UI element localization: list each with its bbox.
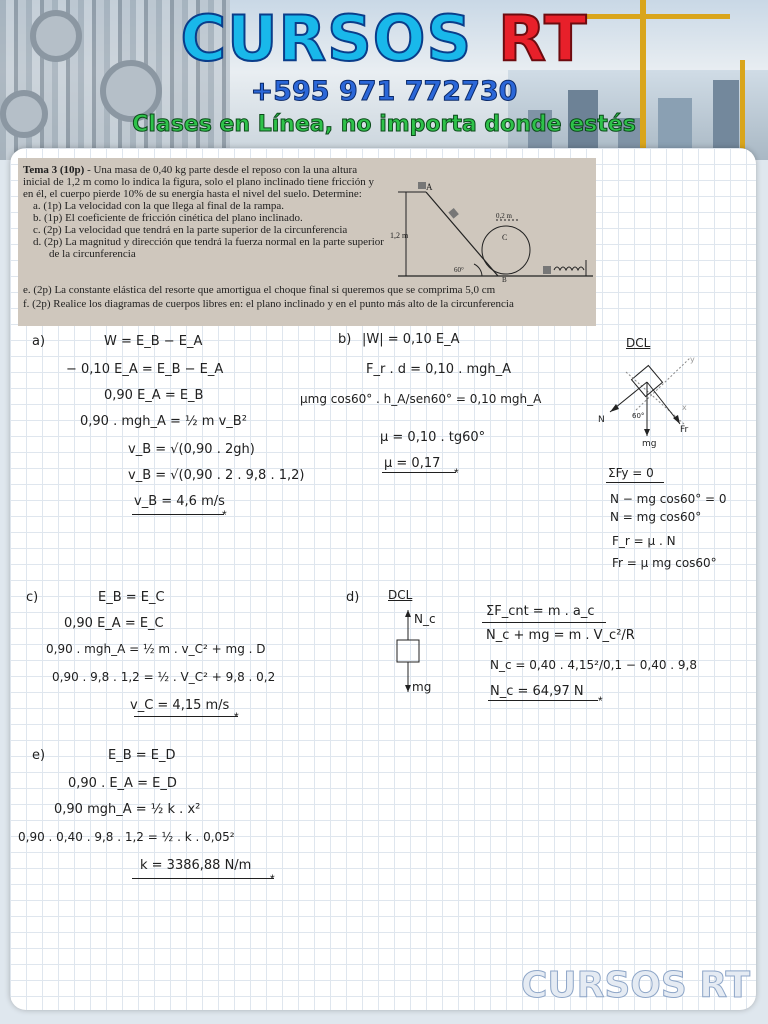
result-mark: * <box>270 872 275 886</box>
dcl-label-mg: mg <box>642 439 657 449</box>
watermark-logo: CURSOS RT <box>520 965 750 1006</box>
exercise-item-c: c. (2p) La velocidad que tendrá en la parte superior de la circunferencia <box>33 224 348 236</box>
part-b-line: μ = 0,10 . tg60° <box>380 430 486 445</box>
dcl-line: F_r = μ . N <box>612 534 676 548</box>
part-e-line: 0,90 mgh_A = ½ k . x² <box>54 802 201 817</box>
result-underline <box>134 716 238 717</box>
exercise-item-d: d. (2p) La magnitud y dirección que tendrá la fuerza normal en la parte superior de la circunferencia <box>33 236 384 260</box>
fig-label-c: C <box>502 233 508 242</box>
part-c-result: v_C = 4,15 m/s <box>130 698 230 713</box>
fig-label-height: 1,2 m <box>390 231 409 240</box>
result-underline <box>132 878 274 879</box>
part-a-label: a) <box>32 334 46 349</box>
part-a-line: v_B = √(0,90 . 2 . 9,8 . 1,2) <box>128 468 305 483</box>
brand-logo <box>0 2 768 75</box>
result-mark: * <box>222 508 227 522</box>
part-e-line: 0,90 . E_A = E_D <box>68 776 177 791</box>
part-b-line: μmg cos60° . h_A/sen60° = 0,10 mgh_A <box>300 392 542 406</box>
dcl-label-nc: N_c <box>414 612 436 626</box>
result-underline <box>132 514 224 515</box>
part-b-result: μ = 0,17 <box>384 456 441 471</box>
part-a-line: v_B = √(0,90 . 2gh) <box>128 442 255 457</box>
exercise-item-e: e. (2p) La constante elástica del resorte que amortigua el choque final si queremos que se comprima 5,0 cm <box>23 284 496 296</box>
slogan: Clases en Línea, no importa donde estés <box>132 112 636 137</box>
header-banner <box>0 0 768 160</box>
part-d-line: N_c + mg = m . V_c²/R <box>486 628 635 643</box>
exercise-statement <box>23 164 385 260</box>
result-mark: * <box>234 710 239 724</box>
part-c-line: 0,90 . 9,8 . 1,2 = ½ . V_C² + 9,8 . 0,2 <box>52 670 276 684</box>
result-underline <box>488 700 598 701</box>
dcl-line: N − mg cos60° = 0 <box>610 492 727 506</box>
free-body-diagram-incline <box>596 352 716 452</box>
part-c-line: 0,90 E_A = E_C <box>64 616 164 631</box>
part-b-line: |W| = 0,10 E_A <box>362 332 460 347</box>
dcl-label-n: N <box>598 415 605 425</box>
dcl-title: DCL <box>626 336 651 350</box>
part-d-line: ΣF_cnt = m . a_c <box>486 604 595 619</box>
exercise-intro: Tema 3 (10p) - Una masa de 0,40 kg parte desde el reposo con la una altura inicial de 1,2 m como lo indica la figura, solo el plano inclinado tiene fricción y en él, el cuerpo pierde 10% de su energía hasta el nivel del suelo. Determine: <box>23 164 374 200</box>
exercise-figure <box>388 178 593 282</box>
exercise-photo <box>18 158 596 326</box>
part-e-line: E_B = E_D <box>108 748 176 763</box>
part-c-line: E_B = E_C <box>98 590 165 605</box>
part-d-result: N_c = 64,97 N <box>490 684 584 699</box>
part-c-line: 0,90 . mgh_A = ½ m . v_C² + mg . D <box>46 642 266 656</box>
dcl-label-fr: Fr <box>680 425 689 435</box>
dcl-label-mg: mg <box>412 680 432 694</box>
part-e-label: e) <box>32 748 46 763</box>
fig-label-b: B <box>502 276 507 282</box>
part-a-line: − 0,10 E_A = E_B − E_A <box>66 362 224 377</box>
dcl-axis-y: y <box>690 355 695 364</box>
part-d-label: d) <box>346 590 360 605</box>
exercise-item-b: b. (1p) El coeficiente de fricción cinética del plano inclinado. <box>33 212 303 224</box>
fig-label-diameter: 0,2 m <box>496 212 512 220</box>
fig-label-angle: 60° <box>454 266 464 274</box>
brand-left-text: CURSOS <box>180 2 473 75</box>
brand-right-text: RT <box>498 2 588 75</box>
exercise-item-f: f. (2p) Realice los diagramas de cuerpos libres en: el plano inclinado y en el punto más alto de la circunferencia <box>23 298 514 310</box>
exercise-title: Tema 3 (10p) <box>23 164 85 176</box>
part-b-label: b) <box>338 332 352 347</box>
dcl-axis-x: x <box>682 403 687 412</box>
dcl-line: Fr = μ mg cos60° <box>612 556 717 570</box>
part-a-line: 0,90 E_A = E_B <box>104 388 204 403</box>
dcl-line: ΣFy = 0 <box>608 466 654 480</box>
dcl-line: N = mg cos60° <box>610 510 702 524</box>
fig-label-a: A <box>426 182 433 192</box>
dcl-title: DCL <box>388 588 413 602</box>
result-mark: * <box>598 694 603 708</box>
result-mark: * <box>454 466 459 480</box>
part-a-line: W = E_B − E_A <box>104 334 203 349</box>
part-c-label: c) <box>26 590 39 605</box>
part-e-line: 0,90 . 0,40 . 9,8 . 1,2 = ½ . k . 0,05² <box>18 830 235 844</box>
part-d-line: N_c = 0,40 . 4,15²/0,1 − 0,40 . 9,8 <box>490 658 698 672</box>
exercise-item-a: a. (1p) La velocidad con la que llega al final de la rampa. <box>33 200 285 212</box>
part-a-line: 0,90 . mgh_A = ½ m v_B² <box>80 414 247 429</box>
dcl-label-angle: 60° <box>632 412 645 420</box>
part-e-result: k = 3386,88 N/m <box>140 858 252 873</box>
part-a-result: v_B = 4,6 m/s <box>134 494 225 509</box>
part-b-line: F_r . d = 0,10 . mgh_A <box>366 362 512 377</box>
result-underline <box>382 472 456 473</box>
phone-number: +595 971 772730 <box>250 76 518 107</box>
